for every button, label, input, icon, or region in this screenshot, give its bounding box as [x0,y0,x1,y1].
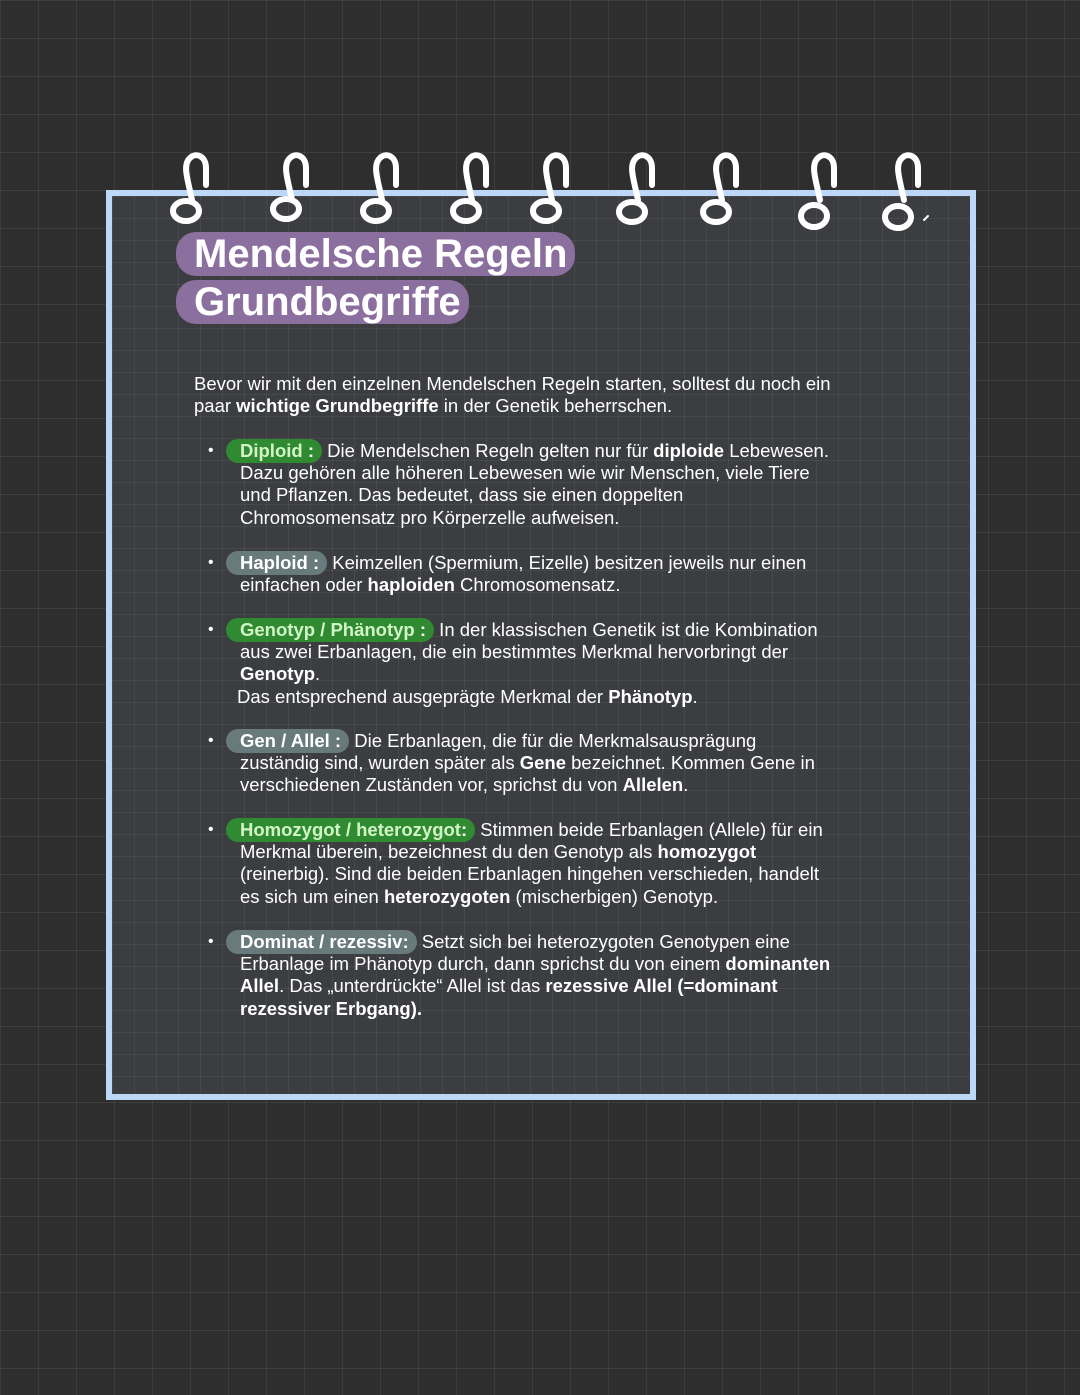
term-label [226,618,434,642]
term-separator: : [460,819,468,840]
intro-paragraph [194,373,854,417]
term-bold: Phänotyp [608,685,693,707]
term-text: Stimmen beide Erbanlagen (Allele) für ein Merkmal überein, bezeichnest du den Genotyp als [240,819,823,863]
term-text: . Das „unterdrückte“ Allel ist das [279,975,546,997]
term-bold: dominanten Allel [240,953,831,997]
page-subtitle [176,280,469,324]
term-text: (reinerbig). Sind die beiden Erbanlagen hingehen verschieden, handelt es sich um einen [240,863,820,907]
term-text: . [683,774,689,796]
bullet-icon: • [208,821,214,838]
title-line-2: Grundbegriffe [176,280,469,324]
term-text: . [692,685,698,707]
term-separator: : [302,440,314,461]
term-text: Lebewesen. Dazu gehören alle höheren Lebewesen wie wir Menschen, viele Tiere und Pflanzen. Das bedeutet, dass sie einen doppelten Chromosomensatz pro Körperzelle aufweisen. [240,440,829,528]
term-item-gen-allel [208,730,840,797]
term-label-text: Homozygot / heterozygot [240,819,461,840]
term-bold: Gene [519,752,566,774]
term-item-haploid [208,552,840,596]
term-item-diploid [208,440,840,529]
term-item-dominat-rezessiv [208,931,840,1020]
term-text: Die Mendelschen Regeln gelten nur für [322,440,654,461]
term-label [226,930,417,954]
term-separator: : [307,552,320,573]
term-label [226,729,349,753]
bullet-icon: • [208,554,214,571]
term-text: In der klassischen Genetik ist die Kombination aus zwei Erbanlagen, die ein bestimmtes Merkmal hervorbringt der [240,619,818,663]
bullet-icon: • [208,442,214,459]
intro-text: in der Genetik beherrschen. [438,395,673,416]
bullet-icon: • [208,732,214,749]
term-continuation [237,686,840,708]
term-bold: Allelen [622,774,684,796]
term-text: Die Erbanlagen, die für die Merkmalsausprägung zuständig sind, wurden später als [240,730,757,774]
intro-bold: wichtige Grundbegriffe [236,395,439,416]
term-bold: heterozygoten [383,885,511,907]
term-bold: rezessive Allel [545,975,673,997]
term-bold: (=dominant rezessiver Erbgang). [240,975,778,1019]
title-line-1: Mendelsche Regeln [176,232,575,276]
term-bold: haploiden [367,574,455,596]
term-label [226,551,327,575]
term-bold: homozygot [657,841,757,863]
term-label-text: Dominat / rezessiv [240,931,403,952]
intro-text: Bevor wir mit den einzelnen Mendelschen Regeln starten, solltest du noch ein paar [194,373,831,416]
term-text: Chromosomensatz. [454,574,621,596]
term-separator: : [402,931,409,952]
term-text: Das entsprechend ausgeprägte Merkmal der [237,685,609,707]
term-text: Setzt sich bei heterozygoten Genotypen eine Erbanlage im Phänotyp durch, dann sprichst du von einem [240,931,790,975]
term-label-text: Diploid [240,440,303,461]
term-bold: diploide [653,440,725,461]
term-separator: : [329,730,342,751]
term-label-text: Genotyp / Phänotyp [240,619,415,640]
term-item-homozygot-heterozygot [208,819,840,908]
term-text: Keimzellen (Spermium, Eizelle) besitzen jeweils nur einen einfachen oder [240,552,807,596]
bullet-icon: • [208,933,214,950]
term-item-genotyp-phaenotyp [208,619,840,708]
term-label [226,818,475,842]
term-text: bezeichnet. Kommen Gene in verschiedenen Zuständen vor, sprichst du von [240,752,815,796]
term-label [226,439,322,463]
term-label-text: Haploid [240,552,308,573]
term-bold: Genotyp [240,663,316,685]
term-text: . [315,663,321,685]
bullet-icon: • [208,621,214,638]
term-separator: : [414,619,427,640]
term-text: (mischerbigen) Genotyp. [510,885,719,907]
term-label-text: Gen / Allel [240,730,330,751]
page-title [176,232,575,276]
